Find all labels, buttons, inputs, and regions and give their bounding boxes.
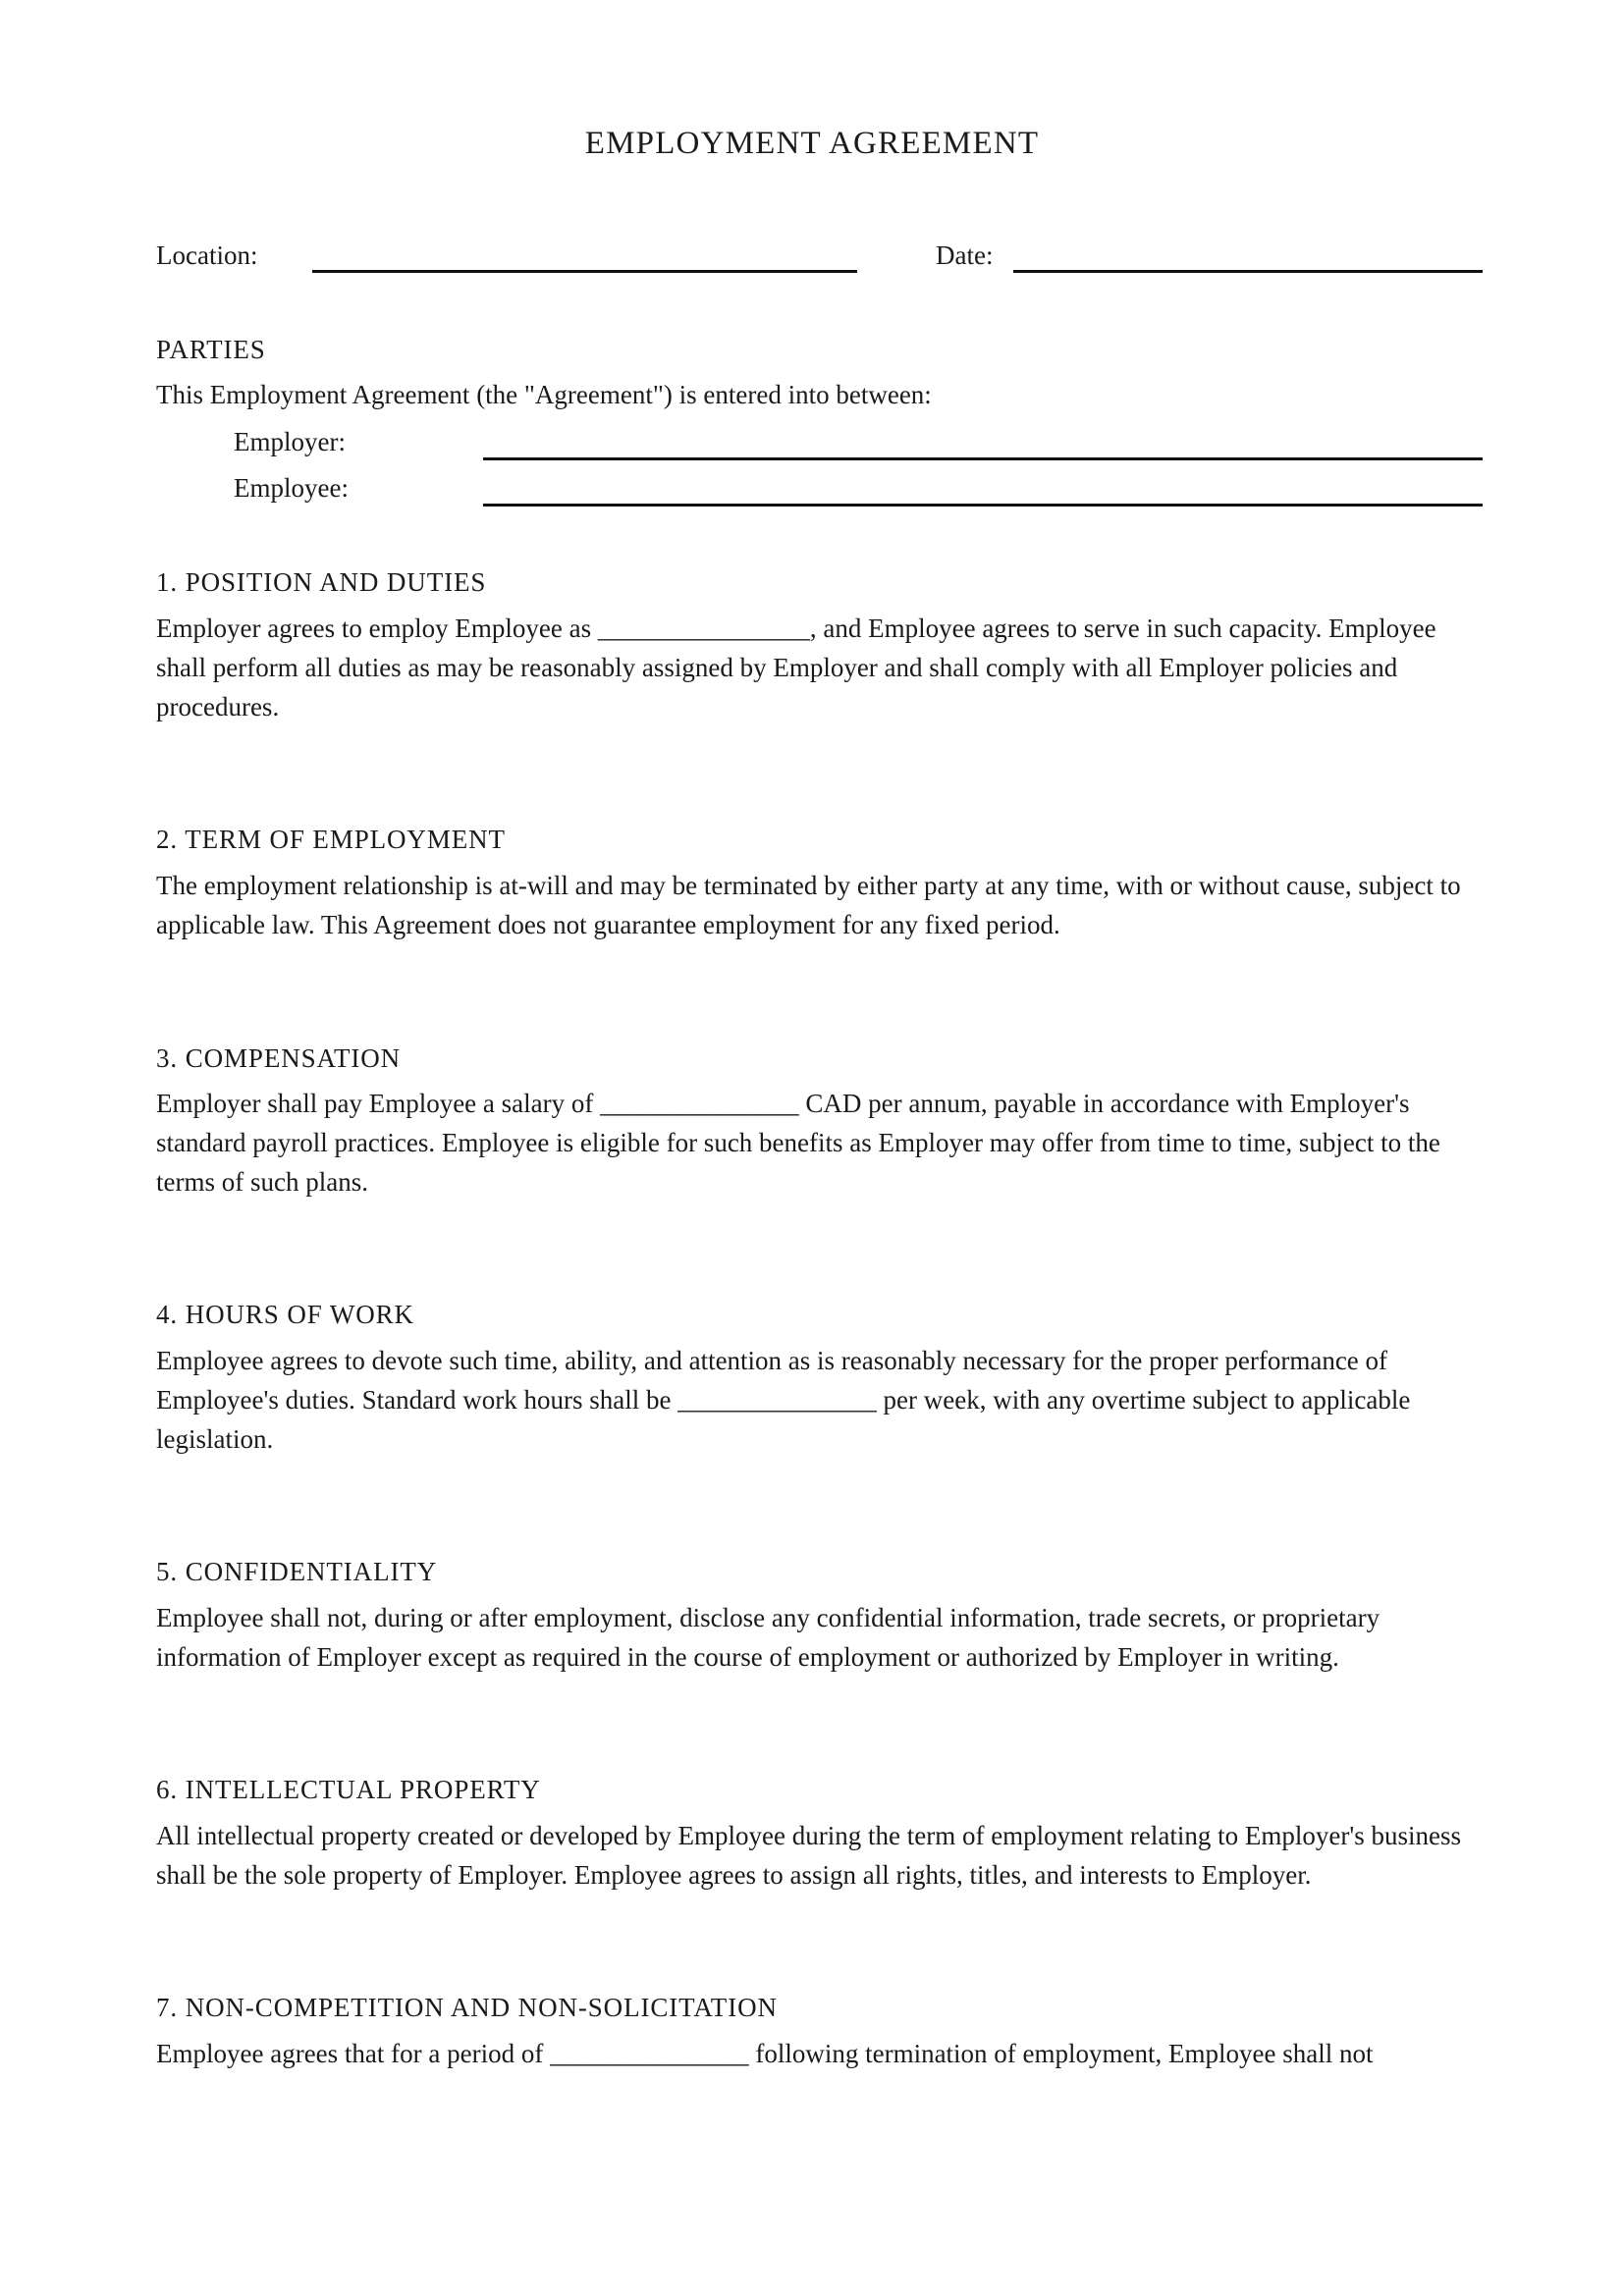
section-2-heading: 2. TERM OF EMPLOYMENT [156,825,506,854]
section-5-heading: 5. CONFIDENTIALITY [156,1557,438,1586]
section-2-text: The employment relationship is at-will and may be terminated by either party at any time, with or without cause, subject to applicable law. This Agreement does not guarantee employment for any fixed period. [156,871,1461,939]
employer-label: Employer: [234,427,346,456]
employee-field[interactable] [483,504,1483,507]
section-7-text [156,2034,1482,2073]
section-7-text-before: Employee agrees that for a period of [156,2039,551,2068]
section-6-heading: 6. INTELLECTUAL PROPERTY [156,1775,541,1804]
parties-heading: PARTIES [156,335,266,364]
section-4-heading: 4. HOURS OF WORK [156,1300,414,1329]
employer-field[interactable] [483,457,1483,460]
section-1-text [156,609,1482,726]
section-1-text-after: , and Employee agrees to serve in such capacity. Employee shall perform all duties as may be reasonably assigned by Employer and shall comply with all Employer policies and procedures. [156,614,1436,721]
date-field[interactable] [1013,270,1483,273]
section-4-text-before: Employee agrees to devote such time, ability, and attention as is reasonably necessary for the proper performance of Employee's duties. Standard work hours shall be [156,1346,1388,1415]
employee-label: Employee: [234,473,349,503]
noncompete-period-blank[interactable]: _______________ [550,2039,749,2068]
hours-blank[interactable]: _______________ [677,1385,877,1415]
section-6-text: All intellectual property created or developed by Employee during the term of employment relating to Employer's business shall be the sole property of Employer. Employee agrees to assign all rights, titles, and interests to Employer. [156,1821,1461,1890]
section-7-heading: 7. NON-COMPETITION AND NON-SOLICITATION [156,1993,778,2022]
section-3-text-after: CAD per annum, payable in accordance with Employer's standard payroll practices. Employee is eligible for such benefits as Employer may offer from time to time, subject to the terms of such plans. [156,1089,1440,1197]
section-1-text-before: Employer agrees to employ Employee as [156,614,598,643]
position-blank[interactable]: ________________ [597,614,810,643]
section-1-heading: 1. POSITION AND DUTIES [156,567,487,597]
section-5-text: Employee shall not, during or after employment, disclose any confidential information, trade secrets, or proprietary information of Employer except as required in the course of employment or authorized by Employer in writing. [156,1603,1380,1672]
parties-intro: This Employment Agreement (the "Agreement") is entered into between: [156,380,932,409]
location-field[interactable] [312,270,857,273]
section-4-text-after: per week, with any overtime subject to applicable legislation. [156,1385,1411,1454]
section-3-text-before: Employer shall pay Employee a salary of [156,1089,601,1118]
section-7-text-after: following termination of employment, Employee shall not [748,2039,1374,2068]
salary-blank[interactable]: _______________ [600,1089,799,1118]
section-3-text [156,1084,1482,1201]
section-4-text [156,1341,1482,1459]
date-label: Date: [936,240,994,270]
location-label: Location: [156,240,258,270]
document-title: EMPLOYMENT AGREEMENT [584,126,1040,161]
section-3-heading: 3. COMPENSATION [156,1043,402,1073]
